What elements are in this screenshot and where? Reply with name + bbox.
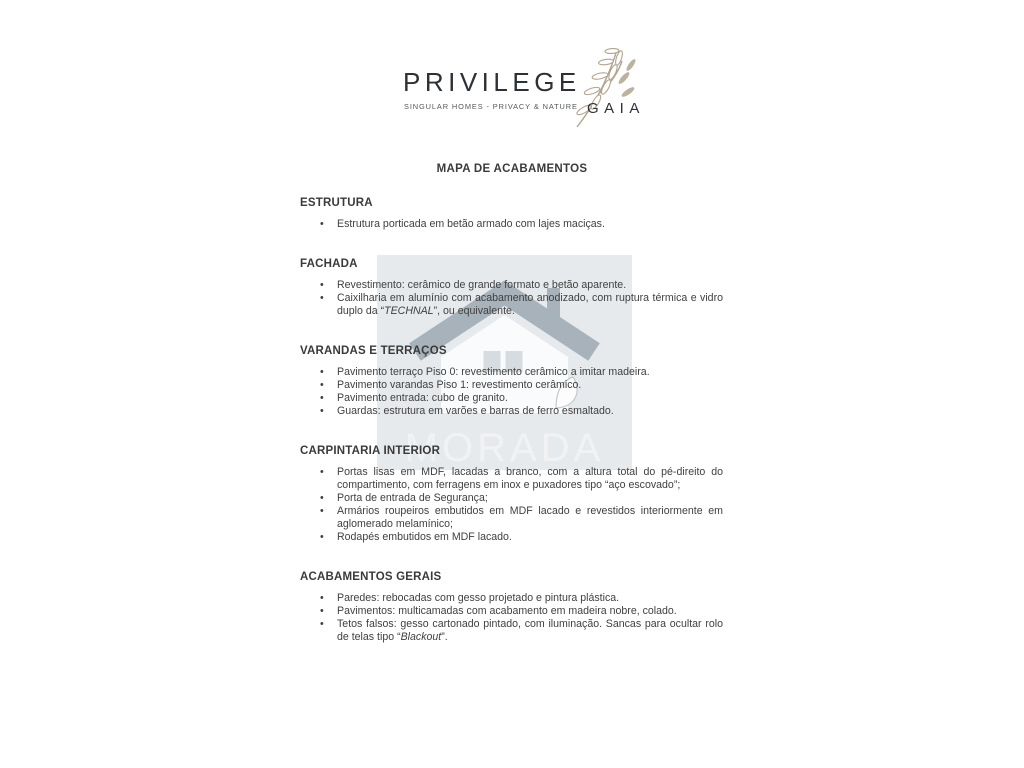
bullet-list xyxy=(300,366,723,418)
bullet-list xyxy=(300,218,723,231)
brand-name: PRIVILEGE xyxy=(403,67,581,97)
bullet-item: • Estrutura porticada em betão armado com lajes maciças. xyxy=(337,218,723,231)
section xyxy=(300,571,723,644)
section xyxy=(300,258,723,318)
sections xyxy=(300,197,723,644)
bullet-list xyxy=(300,592,723,644)
section-heading: ACABAMENTOS GERAIS xyxy=(300,571,442,583)
logo xyxy=(403,53,648,133)
bullet-item: • Guardas: estrutura em varões e barras de ferro esmaltado. xyxy=(337,405,723,418)
bullet-item: • Armários roupeiros embutidos em MDF lacado e revestidos interiormente em aglomerado melamínico; xyxy=(337,505,723,531)
section xyxy=(300,197,723,231)
brand-tagline: SINGULAR HOMES - PRIVACY & NATURE xyxy=(404,102,578,111)
bullet-item: • Revestimento: cerâmico de grande formato e betão aparente. xyxy=(337,279,723,292)
section-heading: CARPINTARIA INTERIOR xyxy=(300,445,441,457)
sub-brand-name: GAIA xyxy=(587,100,645,117)
page-title: MAPA DE ACABAMENTOS xyxy=(436,163,588,175)
section-heading: VARANDAS E TERRAÇOS xyxy=(300,345,447,357)
section xyxy=(300,345,723,418)
bullet-item: • Pavimentos: multicamadas com acabamento em madeira nobre, colado. xyxy=(337,605,723,618)
section-heading: FACHADA xyxy=(300,258,358,270)
bullet-item: • Portas lisas em MDF, lacadas a branco, com a altura total do pé-direito do compartimento, com ferragens em inox e puxadores tipo “aço escovado”; xyxy=(337,466,723,492)
bullet-list xyxy=(300,466,723,544)
bullet-item: • Caixilharia em alumínio com acabamento anodizado, com ruptura térmica e vidro duplo da “TECHNAL”, ou equivalente. xyxy=(337,292,723,318)
section xyxy=(300,445,723,544)
bullet-item: • Rodapés embutidos em MDF lacado. xyxy=(337,531,723,544)
bullet-item: • Pavimento entrada: cubo de granito. xyxy=(337,392,723,405)
bullet-item: • Tetos falsos: gesso cartonado pintado, com iluminação. Sancas para ocultar rolo de telas tipo “Blackout”. xyxy=(337,618,723,644)
bullet-item: • Paredes: rebocadas com gesso projetado e pintura plástica. xyxy=(337,592,723,605)
bullet-list xyxy=(300,279,723,318)
bullet-item: • Pavimento terraço Piso 0: revestimento cerâmico a imitar madeira. xyxy=(337,366,723,379)
bullet-item: • Pavimento varandas Piso 1: revestimento cerâmico. xyxy=(337,379,723,392)
section-heading: ESTRUTURA xyxy=(300,197,373,209)
bullet-item: • Porta de entrada de Segurança; xyxy=(337,492,723,505)
watermark-text: MORADA xyxy=(404,426,605,470)
